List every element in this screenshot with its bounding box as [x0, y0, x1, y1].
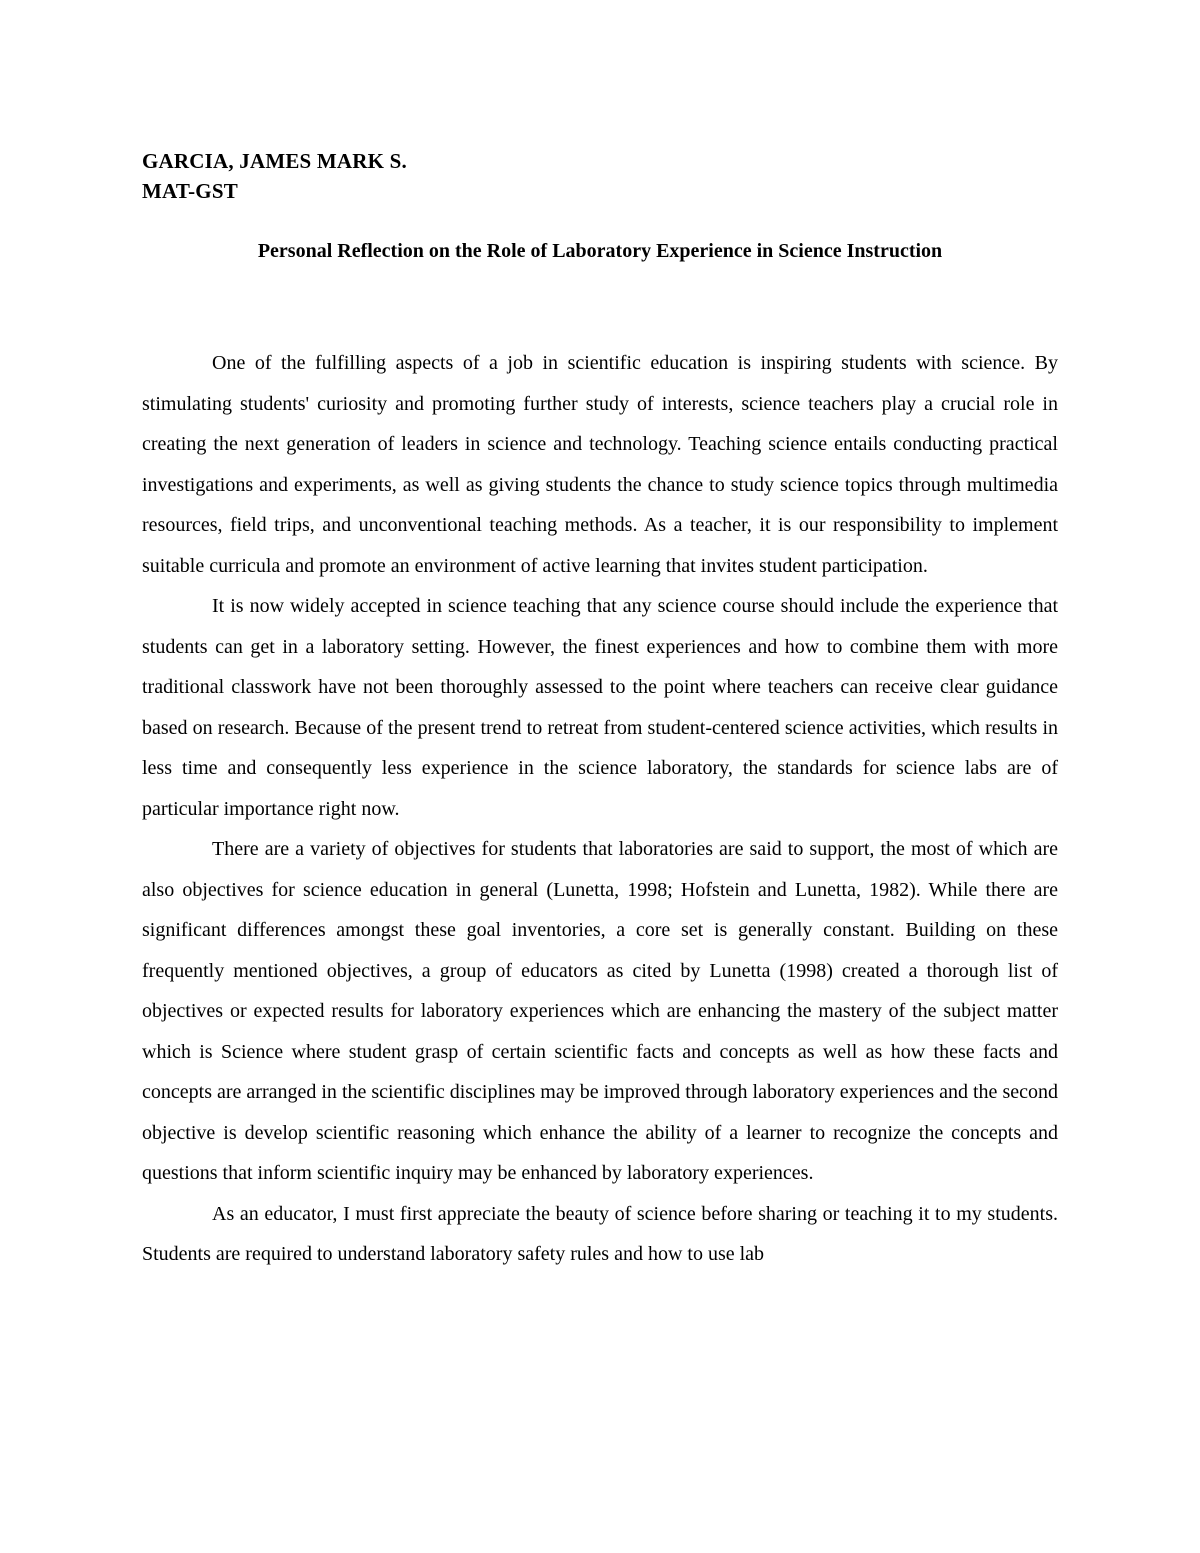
- program-label: MAT-GST: [142, 179, 238, 203]
- document-body: [142, 343, 1058, 1275]
- author-header: [142, 146, 1042, 206]
- document-title: Personal Reflection on the Role of Laboratory Experience in Science Instruction: [257, 240, 943, 262]
- paragraph: One of the fulfilling aspects of a job in scientific education is inspiring students with science. By stimulating students' curiosity and promoting further study of interests, science teachers play a crucial role in creating the next generation of leaders in science and technology. Teaching science entails conducting practical investigations and experiments, as well as giving students the chance to study science topics through multimedia resources, field trips, and unconventional teaching methods. As a teacher, it is our responsibility to implement suitable curricula and promote an environment of active learning that invites student participation.: [142, 352, 1058, 577]
- paragraph: As an educator, I must first appreciate the beauty of science before sharing or teaching it to my students. Students are required to understand laboratory safety rules and how to use lab: [142, 1202, 1058, 1265]
- paragraph: There are a variety of objectives for students that laboratories are said to support, the most of which are also objectives for science education in general (Lunetta, 1998; Hofstein and Lunetta, 1982). While there are significant differences amongst these goal inventories, a core set is generally constant. Building on these frequently mentioned objectives, a group of educators as cited by Lunetta (1998) created a thorough list of objectives or expected results for laboratory experiences which are enhancing the mastery of the subject matter which is Science where student grasp of certain scientific facts and concepts as well as how these facts and concepts are arranged in the scientific disciplines may be improved through laboratory experiences and the second objective is develop scientific reasoning which enhance the ability of a learner to recognize the concepts and questions that inform scientific inquiry may be enhanced by laboratory experiences.: [142, 838, 1058, 1184]
- author-name: GARCIA, JAMES MARK S.: [142, 149, 407, 173]
- paragraph: It is now widely accepted in science teaching that any science course should include the experience that students can get in a laboratory setting. However, the finest experiences and how to combine them with more traditional classwork have not been thoroughly assessed to the point where teachers can receive clear guidance based on research. Because of the present trend to retreat from student-centered science activities, which results in less time and consequently less experience in the science laboratory, the standards for science labs are of particular importance right now.: [142, 595, 1058, 820]
